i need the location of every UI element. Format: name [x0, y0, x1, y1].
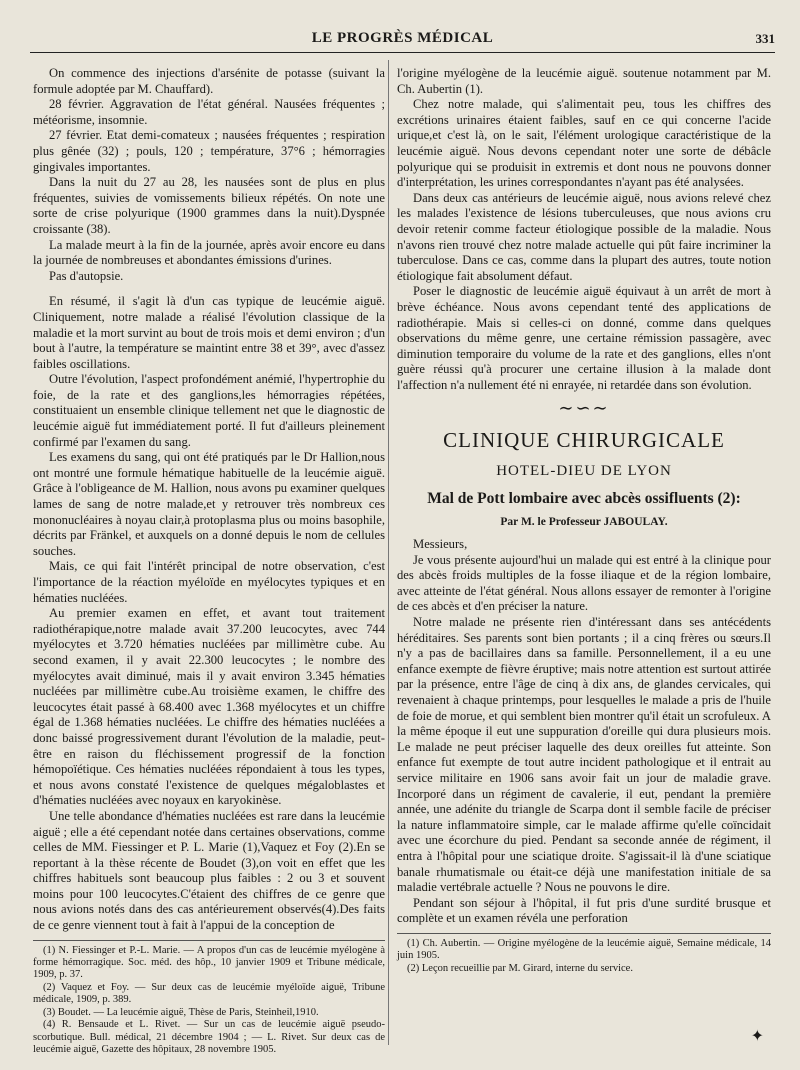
footnote: (2) Leçon recueillie par M. Girard, interne du service. — [407, 962, 633, 974]
paragraph: l'origine myélogène de la leucémie aiguë. soutenue notamment par M. Ch. Aubertin (1). — [397, 66, 771, 96]
footnote: (2) Vaquez et Foy. — Sur deux cas de leucémie myéloïde aiguë, Tribune médicale, 1909, p. 389. — [33, 981, 385, 1006]
footnote: (1) Ch. Aubertin. — Origine myélogène de la leucémie aiguë, Semaine médicale, 14 juin 1905. — [397, 937, 771, 962]
footnote: (4) R. Bensaude et L. Rivet. — Sur un cas de leucémie aiguë pseudo-scorbutique. Bull. médical, 21 décembre 1904 ; — L. Rivet. Sur deux cas de leucémie aiguë, Gazette des hôpitaux, 28 novembre 1905. — [33, 1019, 385, 1055]
left-column — [33, 66, 385, 1056]
paragraph: Outre l'évolution, l'aspect profondément anémié, l'hypertrophie du foie, de la rate et des ganglions,les hémorragies répétées, constituaient un ensemble clinique tellement net que le diagnostic de leucémie aiguë fut immédiatement porté. Il fut d'ailleurs pleinement confirmé par l'examen du sang. — [33, 372, 385, 449]
footnotes — [33, 940, 385, 1057]
paragraph: 28 février. Aggravation de l'état général. Nausées fréquentes ; météorisme, insomnie. — [33, 97, 385, 127]
paragraph: Dans deux cas antérieurs de leucémie aiguë, nous avions relevé chez les malades l'existence de lésions tuberculeuses, que nous avions cru devoir retenir comme facteur étiologique possible de la maladie. Nous n'avons rien trouvé chez notre malade actuelle qui pût faire incriminer la tuberculose. Dans ce cas, comme dans la plupart des autres, toute notion étiologique fait absolument défaut. — [397, 190, 771, 283]
paragraph: On commence des injections d'arsénite de potasse (suivant la formule adoptée par M. Chauffard). — [33, 66, 385, 96]
paragraph: Pas d'autopsie. — [49, 268, 124, 283]
page-number: 331 — [755, 31, 775, 46]
paragraph: Une telle abondance d'hématies nucléées est rare dans la leucémie aiguë ; elle a été cependant notée dans certaines observations, comme celles de MM. Fiessinger et P. L. Marie (1),Vaquez et Foy (2).En se reportant à la thèse récente de Boudet (3),on voit en effet que les chiffres habituels sont beaucoup plus faibles : 2 ou 3 et souvent moins pour 100 leucocytes.C'étaient des chiffres de ce genre que nous avions notés dans des cas antérieurement observés(4).Des faits de ce genre viennent tout à fait à l'appui de la conception de — [33, 808, 385, 933]
section-title: CLINIQUE CHIRURGICALE — [443, 428, 725, 453]
paragraph: Notre malade ne présente rien d'intéressant dans ses antécédents héréditaires. Ses parents sont bien portants ; il a cinq frères ou sœurs.Il n'y a pas de bacillaires dans sa famille. Personnellement, il a eu une enfance exempte de fièvre éruptive; mais notre attention est surtout attirée par la présence, entre l'âge de cinq à dix ans, de glandes cervicales, qui revenaient à chaque printemps, pour lesquelles le malade a pris de l'huile de foie de morue, et qui semblent bien montrer qu'il était un scrofuleux. A la même époque il eut une suppuration d'oreille qui dura plusieurs mois. Le malade ne peut préciser laquelle des deux oreilles fut atteinte. Son enfance fut exempte de tout autre incident pathologique et il entrait au service militaire en 1906 sans avoir fait un jour de maladie grave. Incorporé dans un régiment de cavalerie, il eut, pendant la première année, une adénite du triangle de Scarpa dont il semble facile de préciser la nature inflammatoire simple, car le malade affirme qu'elle coïncidait avec une écorchure du pied. Pendant sa seconde année de régiment, il entra à l'hôpital pour une sciatique droite. S'agissait-il là d'une sciatique banale rhumatismale ou était-ce déjà une manifestation initiale de sa maladie vertébrale actuelle ? Nous ne pouvons le dire. — [397, 615, 771, 895]
footnote: (1) N. Fiessinger et P.-L. Marie. — A propos d'un cas de leucémie myélogène à forme hémorragique. Soc. méd. des hôp., 10 janvier 1909 et Tribune médicale, 1909, p. 37. — [33, 944, 385, 981]
paragraph: La malade meurt à la fin de la journée, après avoir encore eu dans la journée de nombreuses et abondantes émissions d'urines. — [33, 237, 385, 268]
ornament-icon: ✦ — [750, 1028, 764, 1045]
paragraph: Pendant son séjour à l'hôpital, il fut pris d'une surdité brusque et complète et un examen révéla une perforation — [397, 895, 771, 926]
paragraph: 27 février. Etat demi-comateux ; nausées fréquentes ; respiration plus gênée (32) ; pouls, 120 ; température, 37°6 ; hémorragies gingivales importantes. — [33, 128, 385, 174]
article-author: Par M. le Professeur JABOULAY. — [500, 516, 668, 529]
paragraph: En résumé, il s'agit là d'un cas typique de leucémie aiguë. Cliniquement, notre malade a réalisé l'évolution classique de la maladie et la mort survint au bout de trois mois et demi environ ; d'un bout à l'autre, la température se maintint entre 38 et 39°, avec d'assez faibles oscillations. — [33, 294, 385, 371]
column-divider — [388, 60, 389, 1045]
page-header — [30, 26, 775, 50]
paragraph: Poser le diagnostic de leucémie aiguë équivaut à un arrêt de mort à brève échéance. Nous avons cependant tenté des applications de radiothérapie. Mais si celles-ci on donné, comme dans quelques observations du même genre, une certaine rémission passagère, avec diminution temporaire du volume de la rate et des ganglions, elles n'ont guère réussi qu'à procurer une certaine illusion à la malade dont l'affection n'a nullement été ni enrayée, ni retardée dans son évolution. — [397, 284, 771, 392]
footnote: (3) Boudet. — La leucémie aiguë, Thèse de Paris, Steinheil,1910. — [43, 1006, 319, 1018]
paragraph: Au premier examen en effet, et avant tout traitement radiothérapique,notre malade avait 37.200 leucocytes, avec 744 myélocytes et 3.720 hématies nucléées par millimètre cube. Au second examen, il y avait 22.300 leucocytes ; le nombre des myélocytes avait diminué, mais il y avait environ 3.345 hématies nucléées par millimètre cube.Au troisième examen, le chiffre des leucocytes était passé à 68.400 avec 1.368 myélocytes et un chiffre égal de 1.368 hématies nucléées. Le chiffre des hématies nucléées a donc baissé progressivement durant l'évolution de la maladie, peut-être en raison du fléchissement progressif de la fonction hémopoïétique. Ces hématies nucléées répondaient à tous les types, et nous avons constaté l'existence de quelques mégaloblastes et d'hématies nucléées avec noyaux en karyokinèse. — [33, 606, 385, 808]
section-subtitle: HOTEL-DIEU DE LYON — [496, 463, 672, 480]
paragraph: Je vous présente aujourd'hui un malade qui est entré à la clinique pour des abcès froids multiples de la fosse iliaque et de la région lombaire, avec atteinte de l'état général. Nous allons essayer de remonter à l'origine de ces abcès et d'en préciser la nature. — [397, 552, 771, 614]
right-column — [397, 66, 771, 975]
paragraph: Dans la nuit du 27 au 28, les nausées sont de plus en plus fréquentes, suivies de vomissements bilieux répétés. On note une sorte de crise polyurique (1900 grammes dans la nuit).Dyspnée croissante (38). — [33, 175, 385, 236]
article-title: Mal de Pott lombaire avec abcès ossifluents (2): — [427, 490, 741, 508]
section-separator: ∼∽∼ — [558, 398, 610, 419]
footnotes — [397, 933, 771, 975]
paragraph: Chez notre malade, qui s'alimentait peu, tous les chiffres des excrétions urinaires étaient faibles, sauf en ce qui concerne l'acide urique,et c'est là, on le sait, l'élément urologique caractéristique de la leucémie aiguë. Nous devons cependant noter une sorte de débâcle polyurique qui se produisit in extremis et dont nous ne pouvons donner d'interprétation, les urines correspondantes n'ayant pas été analysées. — [397, 97, 771, 190]
salutation: Messieurs, — [413, 537, 468, 552]
paragraph: Les examens du sang, qui ont été pratiqués par le Dr Hallion,nous ont montré une formule hématique habituelle de la leucémie aiguë. Grâce à l'obligeance de M. Hallion, nous avons pu examiner quelques lames de sang de notre malade,et y retrouver très nombreux ces mononucléaires à noyau clair,à protoplasma plus ou moins basophile, décrits par Fränkel, et auxquels on a donné depuis le nom de cellules souches. — [33, 450, 385, 558]
journal-title: LE PROGRÈS MÉDICAL — [311, 30, 494, 46]
paragraph: Mais, ce qui fait l'intérêt principal de notre observation, c'est l'importance de la réaction myéloïde en myélocytes typiques et en hématies nucléées. — [33, 559, 385, 605]
header-rule — [30, 52, 775, 53]
